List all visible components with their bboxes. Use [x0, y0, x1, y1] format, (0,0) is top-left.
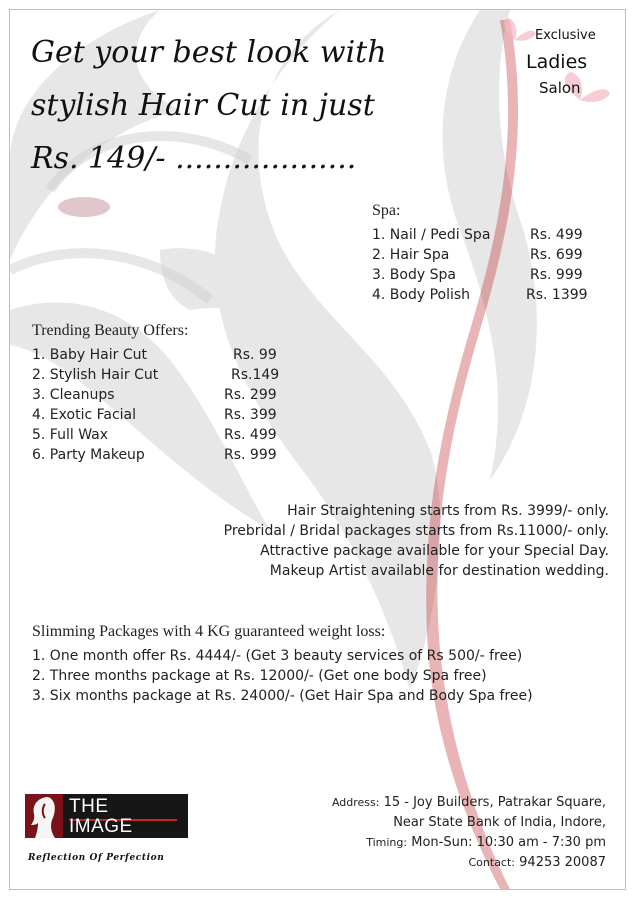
spa-item — [372, 285, 592, 305]
offer-item-name: 4. Exotic Facial — [32, 407, 137, 423]
slimming-item: 3. Six months package at Rs. 24000/- (Get Hair Spa and Body Spa free) — [32, 688, 533, 704]
offer-item — [32, 405, 282, 425]
slimming-list — [32, 646, 552, 706]
spa-item — [372, 245, 592, 265]
offer-item-price: Rs. 399 — [224, 407, 277, 423]
contact-block — [276, 793, 606, 873]
woman-silhouette-icon — [25, 794, 63, 838]
offer-item-name: 6. Party Makeup — [32, 447, 145, 463]
slimming-item: 2. Three months package at Rs. 12000/- (Get one body Spa free) — [32, 668, 487, 684]
offer-item-name: 3. Cleanups — [32, 387, 115, 403]
contact-line — [276, 853, 606, 873]
logo-text-image: IMAGE — [69, 816, 133, 837]
offer-item — [32, 365, 282, 385]
offer-item-price: Rs. 999 — [224, 447, 277, 463]
spa-item-name: 4. Body Polish — [372, 287, 471, 303]
offer-item-price: Rs. 499 — [224, 427, 277, 443]
package-highlights — [189, 501, 609, 581]
headline-line-2: stylish Hair Cut in just — [31, 88, 375, 123]
spa-item — [372, 225, 592, 245]
headline-line-1: Get your best look with — [31, 35, 387, 70]
slimming-item: 1. One month offer Rs. 4444/- (Get 3 beauty services of Rs 500/- free) — [32, 648, 523, 664]
badge-ladies: Ladies — [526, 51, 588, 73]
offer-item-price: Rs. 299 — [224, 387, 277, 403]
address-line-1 — [276, 793, 606, 813]
badge-exclusive: Exclusive — [535, 28, 596, 43]
package-line: Hair Straightening starts from Rs. 3999/- only. — [287, 503, 609, 519]
offer-item — [32, 385, 282, 405]
offers-list — [32, 345, 282, 465]
offers-section-title: Trending Beauty Offers: — [32, 322, 189, 339]
offer-item-name: 5. Full Wax — [32, 427, 109, 443]
package-line: Makeup Artist available for destination wedding. — [269, 563, 609, 579]
logo-text-the: THE — [69, 796, 109, 817]
flyer — [9, 9, 626, 890]
spa-item-price: Rs. 999 — [530, 267, 583, 283]
address-line-2: Near State Bank of India, Indore, — [393, 815, 606, 830]
package-line: Attractive package available for your Special Day. — [260, 543, 609, 559]
offer-item-price: Rs.149 — [231, 367, 280, 383]
brand-logo — [25, 794, 188, 838]
offer-item — [32, 445, 282, 465]
spa-item-price: Rs. 1399 — [526, 287, 588, 303]
spa-item-name: 1. Nail / Pedi Spa — [372, 227, 491, 243]
offer-item-name: 2. Stylish Hair Cut — [32, 367, 159, 383]
spa-item-price: Rs. 499 — [530, 227, 583, 243]
slimming-section-title: Slimming Packages with 4 KG guaranteed weight loss: — [32, 623, 386, 640]
spa-item-name: 2. Hair Spa — [372, 247, 450, 263]
offer-item-name: 1. Baby Hair Cut — [32, 347, 147, 363]
address-value-1: 15 - Joy Builders, Patrakar Square, — [383, 795, 606, 810]
offer-item-price: Rs. 99 — [233, 347, 277, 363]
headline — [31, 26, 387, 185]
offer-item — [32, 425, 282, 445]
timing-line — [276, 833, 606, 853]
timing-value: Mon-Sun: 10:30 am - 7:30 pm — [411, 835, 606, 850]
spa-item — [372, 265, 592, 285]
offer-item — [32, 345, 282, 365]
timing-label: Timing: — [366, 836, 408, 849]
spa-item-price: Rs. 699 — [530, 247, 583, 263]
headline-line-3: Rs. 149/- ................... — [31, 141, 357, 176]
badge-salon: Salon — [539, 79, 581, 97]
logo-tagline: Reflection Of Perfection — [28, 853, 165, 863]
spa-section-title: Spa: — [372, 202, 401, 219]
contact-value: 94253 20087 — [519, 855, 606, 870]
spa-list — [372, 225, 592, 305]
contact-label: Contact: — [468, 856, 516, 869]
address-label: Address: — [331, 796, 380, 809]
package-line: Prebridal / Bridal packages starts from Rs.11000/- only. — [223, 523, 609, 539]
spa-item-name: 3. Body Spa — [372, 267, 456, 283]
